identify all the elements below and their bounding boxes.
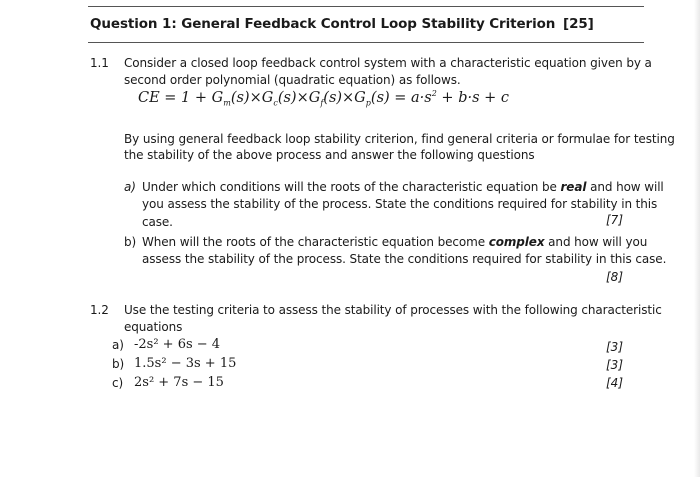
q1-1-b-line2: assess the stability of the process. State the conditions required for stability in this case. <box>142 252 667 266</box>
q1-2-b-label: b) <box>112 357 125 371</box>
characteristic-equation: CE = $1 + G_m(s)\times G_c(s)\times G_f(s)\times G_p(s) = a\cdot s^2 + b\cdot s + c$ <box>138 89 510 108</box>
q1-2-intro-line2: equations <box>124 320 183 334</box>
emphasis-complex: complex <box>488 235 545 249</box>
q1-1-a-marks: [7] <box>606 213 623 227</box>
q1-2-c-marks: [4] <box>606 376 623 390</box>
q1-2-a-marks: [3] <box>606 340 623 354</box>
q1-2-b-polynomial: 1.5s² − 3s + 15 <box>134 356 237 371</box>
q1-1-a-line3: case. <box>142 215 173 229</box>
page-edge-shadow <box>694 0 700 477</box>
q1-2-c-label: c) <box>112 376 124 390</box>
question-title: Question 1: General Feedback Control Loop Stability Criterion <box>90 16 556 32</box>
q1-1-intro-line1: Consider a closed loop feedback control system with a characteristic equation given by a <box>124 56 652 70</box>
q1-2-a-label: a) <box>112 338 124 352</box>
q1-1-number: 1.1 <box>90 56 109 70</box>
q1-2-a-polynomial: -2s² + 6s − 4 <box>134 337 221 352</box>
top-rule <box>88 6 644 7</box>
question-total-marks: [25] <box>563 16 594 32</box>
q1-1-a-line2: you assess the stability of the process. State the conditions required for stability in this <box>142 197 658 211</box>
q1-1-b-label: b) <box>124 235 137 249</box>
q1-2-number: 1.2 <box>90 303 109 317</box>
q1-1-a-line1: Under which conditions will the roots of the characteristic equation be real and how will <box>142 180 664 194</box>
q1-1-intro-line2: second order polynomial (quadratic equation) as follows. <box>124 73 461 87</box>
q1-1-b-line1: When will the roots of the characteristic equation become complex and how will you <box>142 235 648 249</box>
emphasis-real: real <box>560 180 587 194</box>
q1-1-instruction-line2: the stability of the above process and answer the following questions <box>124 148 535 162</box>
q1-2-b-marks: [3] <box>606 358 623 372</box>
q1-2-intro-line1: Use the testing criteria to assess the stability of processes with the following characteristic <box>124 303 662 317</box>
q1-1-a-label: a) <box>124 180 136 194</box>
q1-1-b-marks: [8] <box>606 270 623 284</box>
title-underline <box>88 42 644 43</box>
q1-2-c-polynomial: 2s² + 7s − 15 <box>134 375 224 390</box>
q1-1-instruction-line1: By using general feedback loop stability criterion, find general criteria or formulae for testing <box>124 132 675 146</box>
